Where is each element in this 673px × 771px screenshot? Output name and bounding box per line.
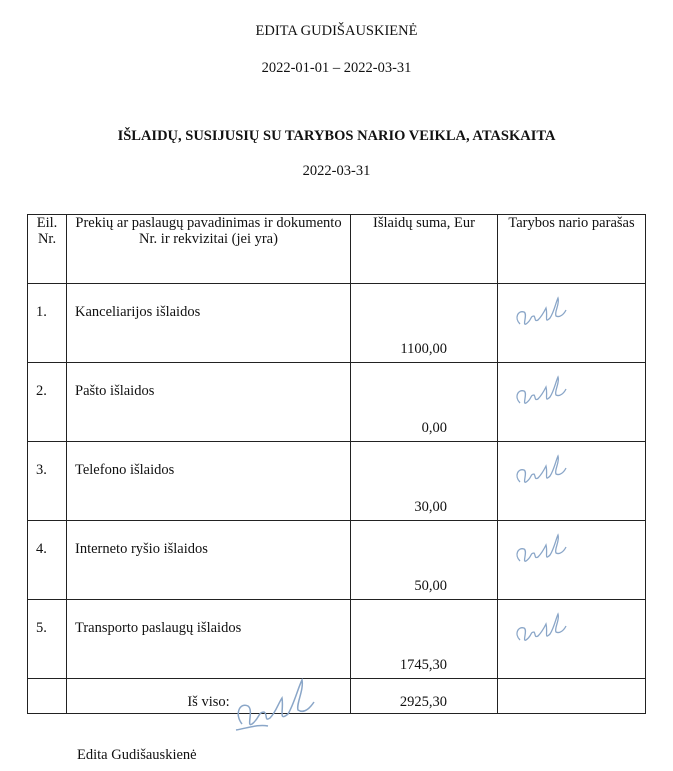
column-header-signature: Tarybos nario parašas — [498, 215, 646, 284]
signature-icon — [510, 369, 574, 417]
row-nr: 3. — [28, 442, 67, 521]
total-row — [28, 679, 646, 714]
row-amount: 1745,30 — [399, 657, 447, 673]
row-amount-cell — [351, 521, 498, 600]
row-amount: 30,00 — [414, 499, 447, 515]
table-row — [28, 442, 646, 521]
row-signature-cell — [498, 521, 646, 600]
signature-icon — [228, 668, 328, 748]
row-signature-cell — [498, 284, 646, 363]
row-signature-cell — [498, 363, 646, 442]
row-name: Transporto paslaugų išlaidos — [67, 600, 351, 679]
table-row — [28, 363, 646, 442]
row-nr: 4. — [28, 521, 67, 600]
row-signature-cell — [498, 600, 646, 679]
report-date: 2022-03-31 — [302, 163, 371, 179]
row-amount-cell — [351, 284, 498, 363]
total-label: Iš viso: — [187, 694, 230, 710]
row-amount: 0,00 — [421, 420, 447, 436]
signature-icon — [510, 527, 574, 575]
row-nr: 5. — [28, 600, 67, 679]
row-nr: 1. — [28, 284, 67, 363]
report-title: IŠLAIDŲ, SUSIJUSIŲ SU TARYBOS NARIO VEIKLA, ATASKAITA — [117, 128, 556, 144]
column-header-nr: Eil. Nr. — [28, 215, 67, 284]
row-name: Telefono išlaidos — [67, 442, 351, 521]
table-header-row — [28, 215, 646, 284]
author-name: EDITA GUDIŠAUSKIENĖ — [255, 23, 418, 39]
row-amount: 50,00 — [414, 578, 447, 594]
table-row — [28, 600, 646, 679]
row-amount-cell — [351, 363, 498, 442]
table-row — [28, 284, 646, 363]
report-period: 2022-01-01 – 2022-03-31 — [261, 60, 412, 76]
total-signature-cell — [498, 679, 646, 714]
row-name: Interneto ryšio išlaidos — [67, 521, 351, 600]
total-amount-cell — [351, 679, 498, 714]
row-signature-cell — [498, 442, 646, 521]
row-name: Pašto išlaidos — [67, 363, 351, 442]
row-amount-cell — [351, 600, 498, 679]
expense-table — [27, 214, 646, 714]
signature-icon — [510, 448, 574, 496]
column-header-amount: Išlaidų suma, Eur — [351, 215, 498, 284]
total-amount: 2925,30 — [399, 694, 447, 710]
total-empty-cell — [28, 679, 67, 714]
row-nr: 2. — [28, 363, 67, 442]
row-amount-cell — [351, 442, 498, 521]
column-header-name: Prekių ar paslaugų pavadinimas ir dokumento Nr. ir rekvizitai (jei yra) — [67, 215, 351, 284]
signature-icon — [510, 606, 574, 654]
row-amount: 1100,00 — [400, 341, 447, 357]
table-row — [28, 521, 646, 600]
signature-icon — [510, 290, 574, 338]
row-name: Kanceliarijos išlaidos — [67, 284, 351, 363]
signer-name: Edita Gudišauskienė — [77, 747, 197, 763]
